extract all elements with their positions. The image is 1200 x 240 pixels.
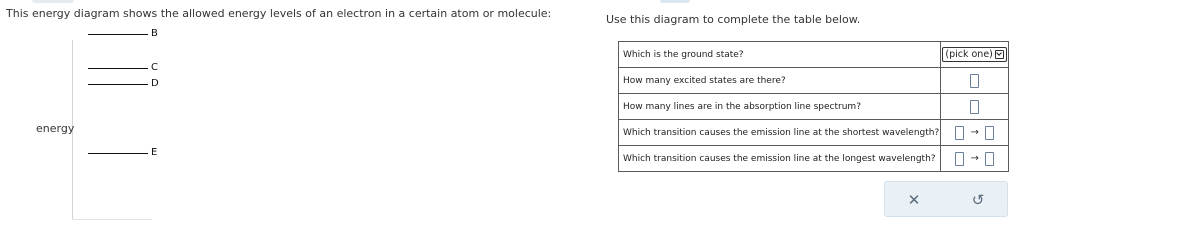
intro-text: This energy diagram shows the allowed energy levels of an electron in a certain atom or molecule:: [6, 7, 552, 20]
table-row: [619, 146, 1009, 172]
energy-axis-base: [72, 219, 152, 220]
shortest-transition-from-input[interactable]: [955, 126, 964, 140]
question-text: How many excited states are there?: [619, 68, 941, 94]
close-icon[interactable]: ✕: [907, 191, 921, 209]
arrow-right-icon: →: [970, 153, 979, 164]
answer-cell: [941, 94, 1009, 120]
question-text: Which is the ground state?: [619, 42, 941, 68]
answer-cell: [941, 68, 1009, 94]
shortest-transition-to-input[interactable]: [985, 126, 994, 140]
energy-level-c: [88, 68, 148, 69]
table-row: [619, 68, 1009, 94]
energy-level-b: [88, 34, 148, 35]
energy-level-e: [88, 153, 148, 154]
longest-transition-from-input[interactable]: [955, 152, 964, 166]
energy-level-label-c: C: [151, 62, 158, 73]
energy-level-label-d: D: [151, 78, 159, 89]
energy-level-label-e: E: [151, 147, 158, 158]
excited-states-input[interactable]: [970, 74, 979, 88]
arrow-right-icon: →: [970, 127, 979, 138]
question-text: How many lines are in the absorption line spectrum?: [619, 94, 941, 120]
question-text: Which transition causes the emission line at the longest wavelength?: [619, 146, 941, 172]
energy-level-label-b: B: [151, 28, 158, 39]
top-tab-indicator: [32, 0, 74, 3]
table-row: [619, 94, 1009, 120]
instructions-text: Use this diagram to complete the table below.: [606, 13, 861, 26]
undo-icon[interactable]: ↺: [971, 191, 985, 209]
table-row: [619, 120, 1009, 146]
question-text: Which transition causes the emission line at the shortest wavelength?: [619, 120, 941, 146]
ground-state-select[interactable]: [942, 47, 1007, 62]
question-table: [618, 41, 1009, 172]
longest-transition-to-input[interactable]: [985, 152, 994, 166]
chevron-down-icon: [995, 50, 1004, 59]
absorption-lines-input[interactable]: [970, 100, 979, 114]
answer-cell: [941, 120, 1009, 146]
energy-axis-label: energy: [36, 122, 75, 135]
select-value: (pick one): [945, 49, 993, 60]
table-row: [619, 42, 1009, 68]
answer-cell: [941, 146, 1009, 172]
top-tab-indicator-right: [660, 0, 690, 3]
answer-cell: [941, 42, 1009, 68]
energy-level-d: [88, 84, 148, 85]
answer-toolbar: [884, 181, 1008, 217]
